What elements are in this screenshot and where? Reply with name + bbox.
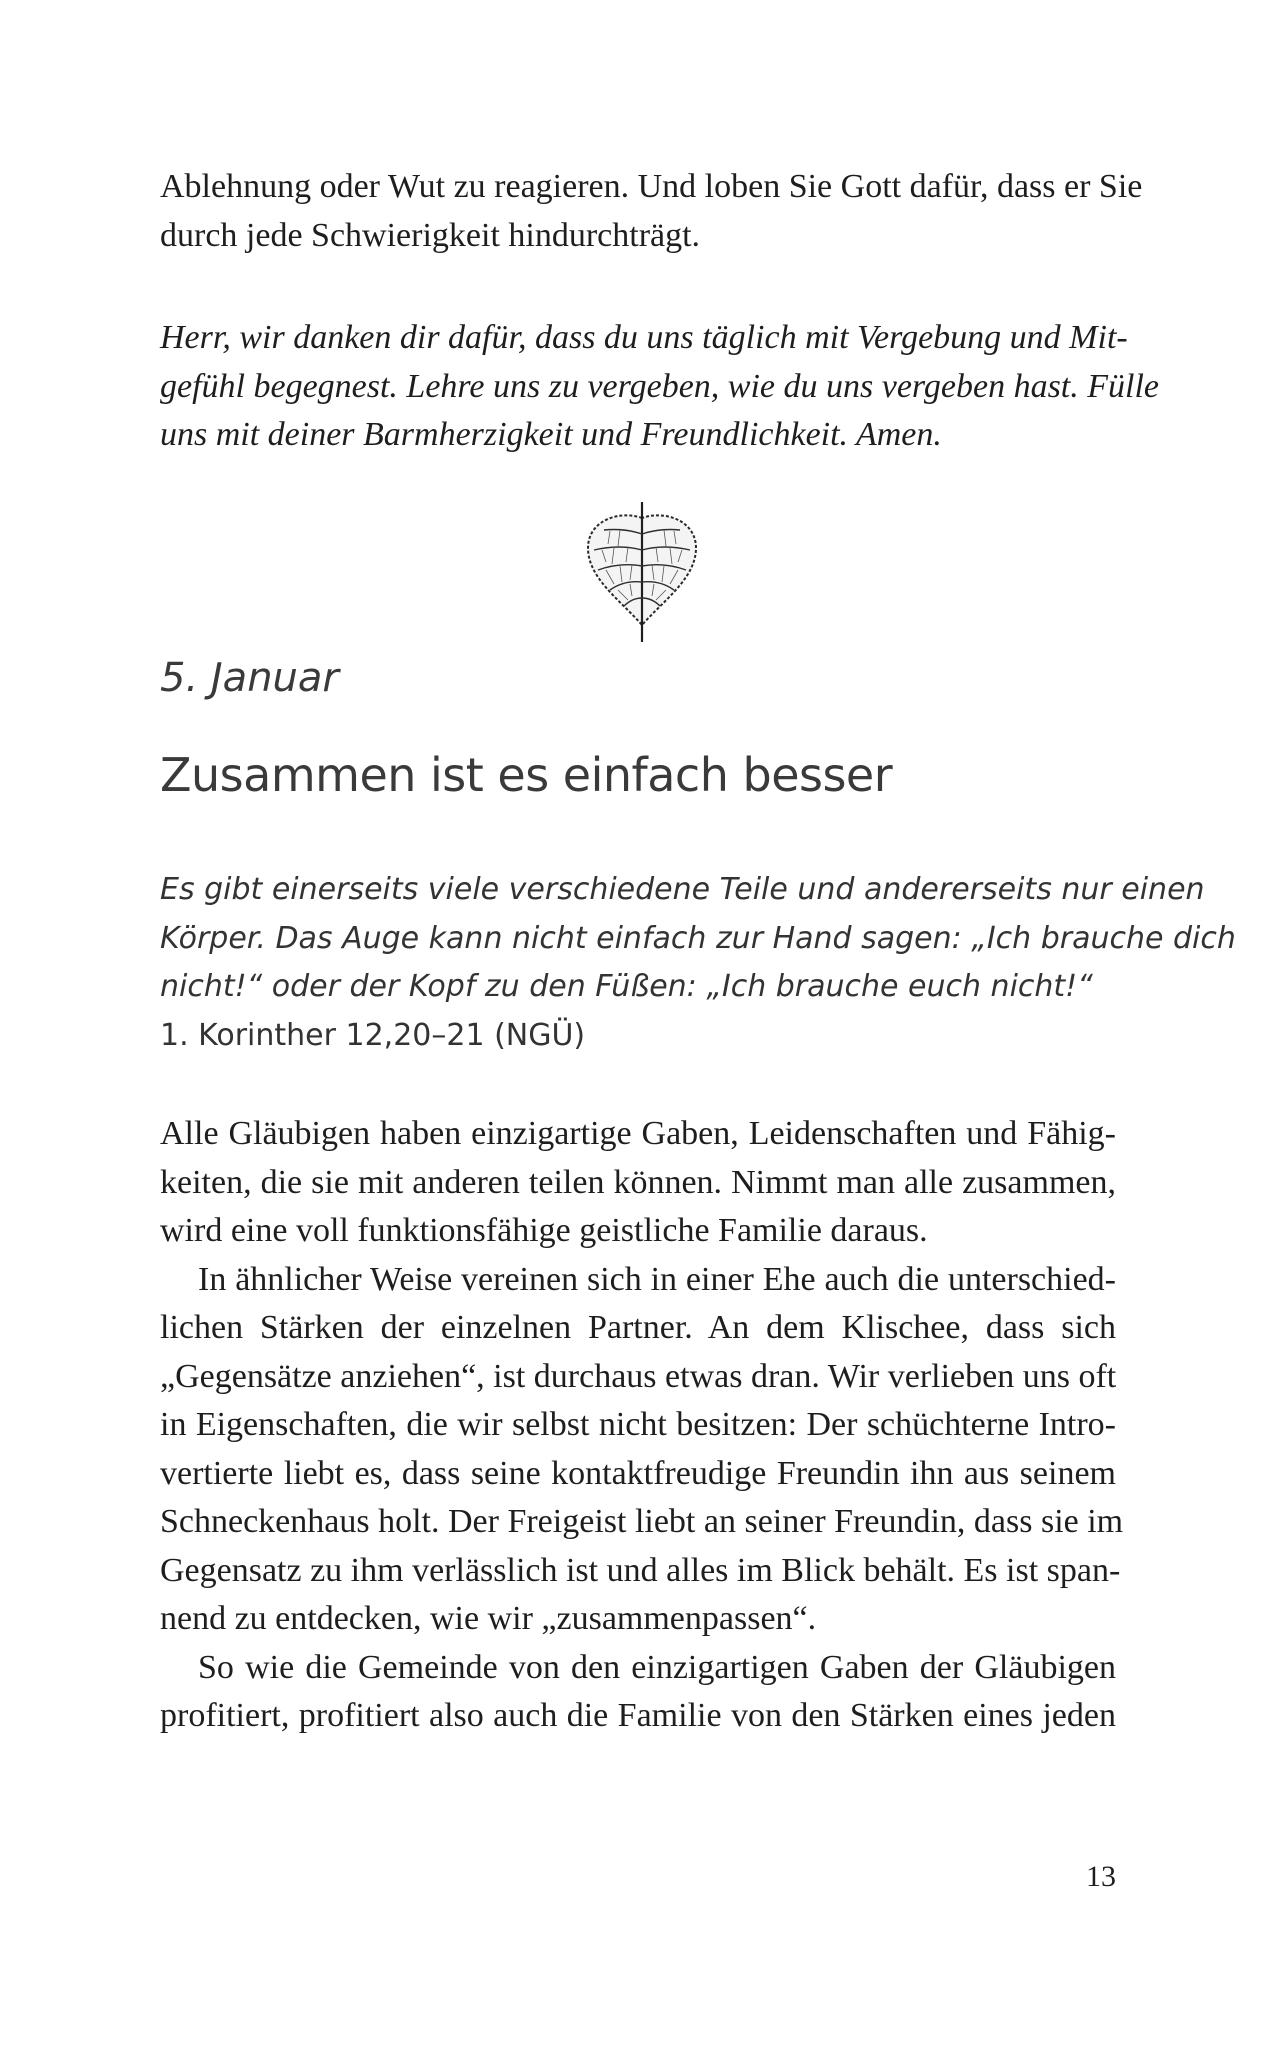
text-line: Ablehnung oder Wut zu reagieren. Und loben Sie Gott dafür, dass er Sie	[160, 168, 1143, 205]
body-line: in Eigenschaften, die wir selbst nicht besitzen: Der schüchterne Intro-	[160, 1406, 1116, 1443]
body-line: keiten, die sie mit anderen teilen können. Nimmt man alle zusammen,	[160, 1163, 1116, 1201]
body-line: „Gegensätze anziehen“, ist durchaus etwas dran. Wir verlieben uns oft	[160, 1357, 1117, 1395]
bible-verse	[160, 866, 1236, 1060]
body-line: lichen Stärken der einzelnen Partner. An dem Klischee, dass sich	[160, 1309, 1116, 1346]
body-line: Schneckenhaus holt. Der Freigeist liebt an seiner Freundin, dass sie im	[160, 1503, 1124, 1540]
page-number: 13	[1086, 1860, 1116, 1893]
entry-title: Zusammen ist es einfach besser	[160, 748, 893, 802]
prayer	[160, 314, 1159, 460]
prayer-line: gefühl begegnest. Lehre uns zu vergeben, wie du uns vergeben hast. Fülle	[160, 367, 1159, 405]
body-line: Alle Gläubigen haben einzigartige Gaben, Leidenschaften und Fähig-	[160, 1115, 1116, 1152]
verse-reference: 1. Korinther 12,20–21 (NGÜ)	[160, 1017, 586, 1053]
body-line: vertierte liebt es, dass seine kontaktfreudige Freundin ihn aus seinem	[160, 1454, 1116, 1492]
verse-line: Körper. Das Auge kann nicht einfach zur Hand sagen: „Ich brauche dich	[160, 920, 1236, 956]
entry-date: 5. Januar	[160, 655, 339, 701]
body-line: profitiert, profitiert also auch die Familie von den Stärken eines jeden	[160, 1697, 1116, 1734]
prayer-line: Herr, wir danken dir dafür, dass du uns täglich mit Vergebung und Mit-	[160, 319, 1128, 356]
continued-paragraph	[160, 163, 1143, 260]
body-line: wird eine voll funktionsfähige geistliche Familie daraus.	[160, 1212, 928, 1249]
verse-line: nicht!“ oder der Kopf zu den Füßen: „Ich brauche euch nicht!“	[160, 969, 1093, 1004]
leaf-icon	[580, 500, 704, 646]
body-line: So wie die Gemeinde von den einzigartigen Gaben der Gläubigen	[198, 1648, 1116, 1686]
body-line: Gegensatz zu ihm verlässlich ist und alles im Blick behält. Es ist span-	[160, 1551, 1121, 1589]
verse-line: Es gibt einerseits viele verschiedene Teile und andererseits nur einen	[160, 872, 1205, 907]
entry-body	[160, 1110, 1124, 1741]
text-line: durch jede Schwierigkeit hindurchträgt.	[160, 216, 701, 254]
body-line: nend zu entdecken, wie wir „zusammenpassen“.	[160, 1600, 817, 1637]
body-line: In ähnlicher Weise vereinen sich in einer Ehe auch die unterschied-	[198, 1260, 1116, 1298]
prayer-line: uns mit deiner Barmherzigkeit und Freundlichkeit. Amen.	[160, 416, 942, 453]
